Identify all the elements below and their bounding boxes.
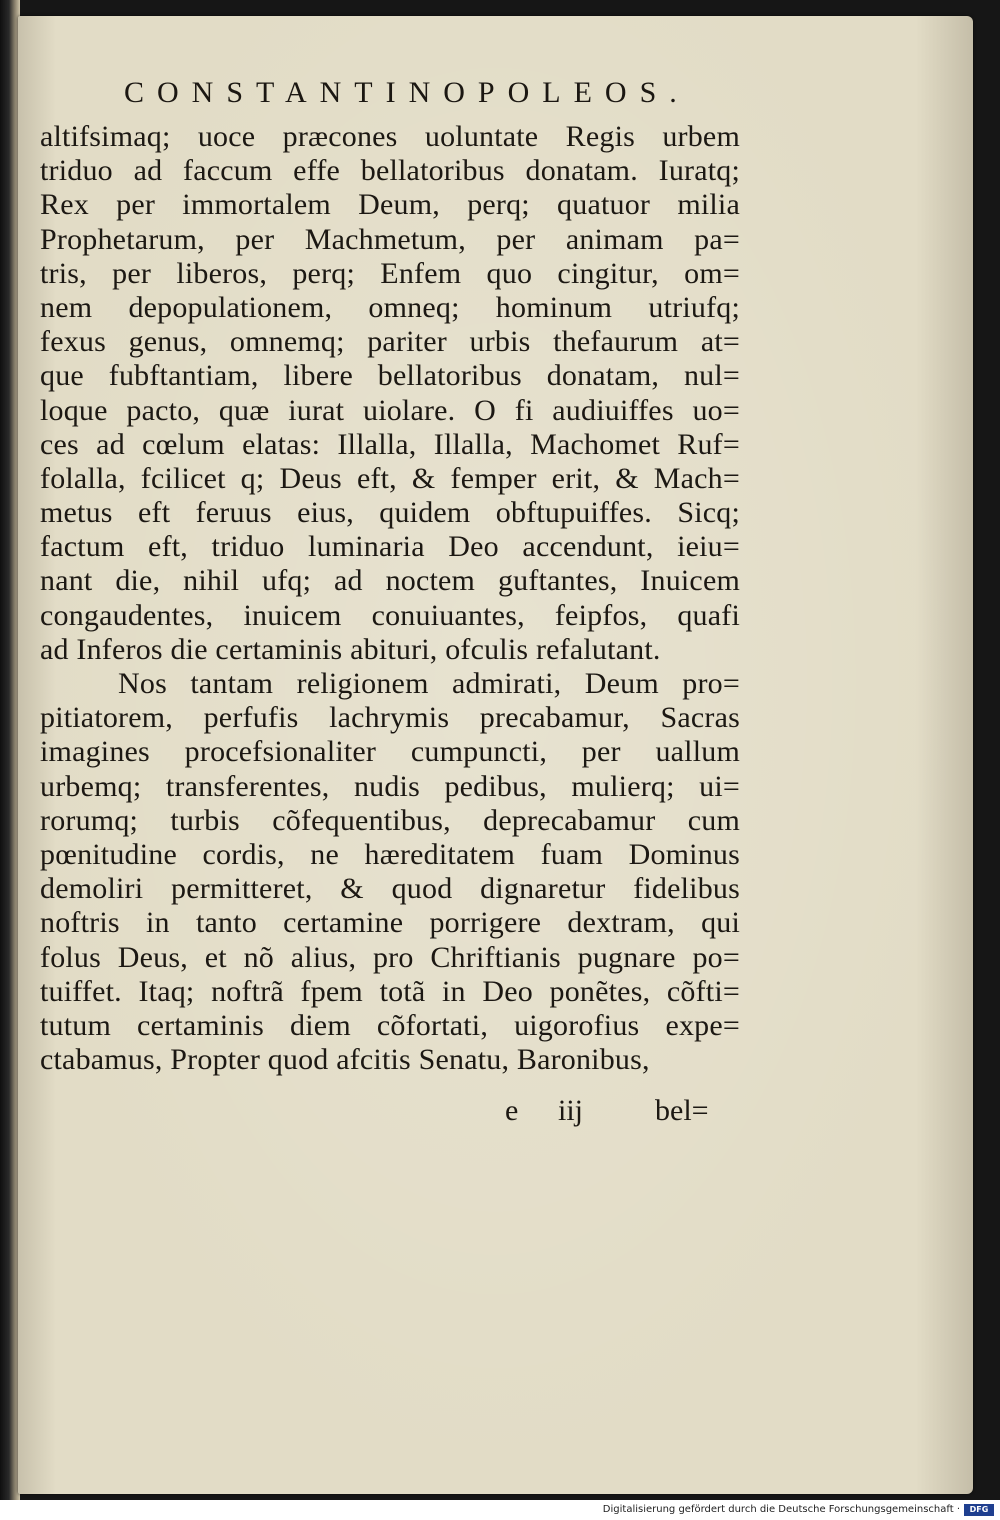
text-line: tris, per liberos, perq; Enfem quo cingitur, om= [40,256,740,290]
text-line: urbemq; transferentes, nudis pedibus, mulierq; ui= [40,769,740,803]
text-line: folus Deus, et nõ alius, pro Chriftianis pugnare po= [40,940,740,974]
text-line: congaudentes, inuicem conuiuantes, feipfos, quafi [40,598,740,632]
catchword: bel= [655,1094,709,1127]
text-line: noftris in tanto certamine porrigere dextram, qui [40,906,740,940]
text-line: tuiffet. Itaq; noftrã fpem totã in Deo ponẽtes, cõfti= [40,974,740,1008]
text-line: triduo ad faccum effe bellatoribus donatam. Iuratq; [40,154,740,188]
text-line: Nos tantam religionem admirati, Deum pro= [118,667,740,700]
text-line: pitiatorem, perfufis lachrymis precabamur, Sacras [40,701,740,735]
body-text [40,120,740,1077]
text-line: nant die, nihil ufq; ad noctem guftantes, Inuicem [40,564,740,598]
text-line: ad Inferos die certaminis abituri, ofculis refalutant. [40,632,661,666]
text-line: pœnitudine cordis, ne hæreditatem fuam Dominus [40,837,740,871]
digitization-credit: Digitalisierung gefördert durch die Deutsche Forschungsgemeinschaft · [602,1504,960,1515]
text-line: imagines procefsionaliter cumpuncti, per uallum [40,735,740,769]
text-line: que fubftantiam, libere bellatoribus donatam, nul= [40,359,740,393]
text-line: fexus genus, omnemq; pariter urbis thefaurum at= [40,325,740,359]
text-line: demoliri permitteret, & quod dignaretur fidelibus [40,872,740,906]
text-line: Prophetarum, per Machmetum, per animam pa= [40,222,740,256]
text-line: tutum certaminis diem cõfortati, uigorofius expe= [40,1008,740,1042]
book-spine-edge [0,0,20,1500]
text-line: rorumq; turbis cõfequentibus, deprecabamur cum [40,803,740,837]
page-footer [0,1094,1000,1134]
text-line: ctabamus, Propter quod afcitis Senatu, Baronibus, [40,1043,650,1077]
text-line: metus eft feruus eius, quidem obftupuiffes. Sicq; [40,496,740,530]
text-line: altifsimaq; uoce præcones uoluntate Regis urbem [40,120,740,153]
signature-number: iij [558,1094,584,1127]
dfg-logo-icon: DFG [964,1504,994,1516]
text-line: factum eft, triduo luminaria Deo accendunt, ieiu= [40,530,740,564]
running-head: CONSTANTINOPOLEOS. [124,76,690,109]
signature-mark: e [505,1094,519,1127]
text-line: folalla, fcilicet q; Deus eft, & femper erit, & Mach= [40,461,740,495]
text-line: ces ad cœlum elatas: Illalla, Illalla, Machomet Ruf= [40,427,740,461]
text-line: nem depopulationem, omneq; hominum utriufq; [40,290,740,324]
credit-bar [0,1500,1000,1520]
text-line: loque pacto, quæ iurat uiolare. O fi audiuiffes uo= [40,393,740,427]
text-line: Rex per immortalem Deum, perq; quatuor milia [40,188,740,222]
